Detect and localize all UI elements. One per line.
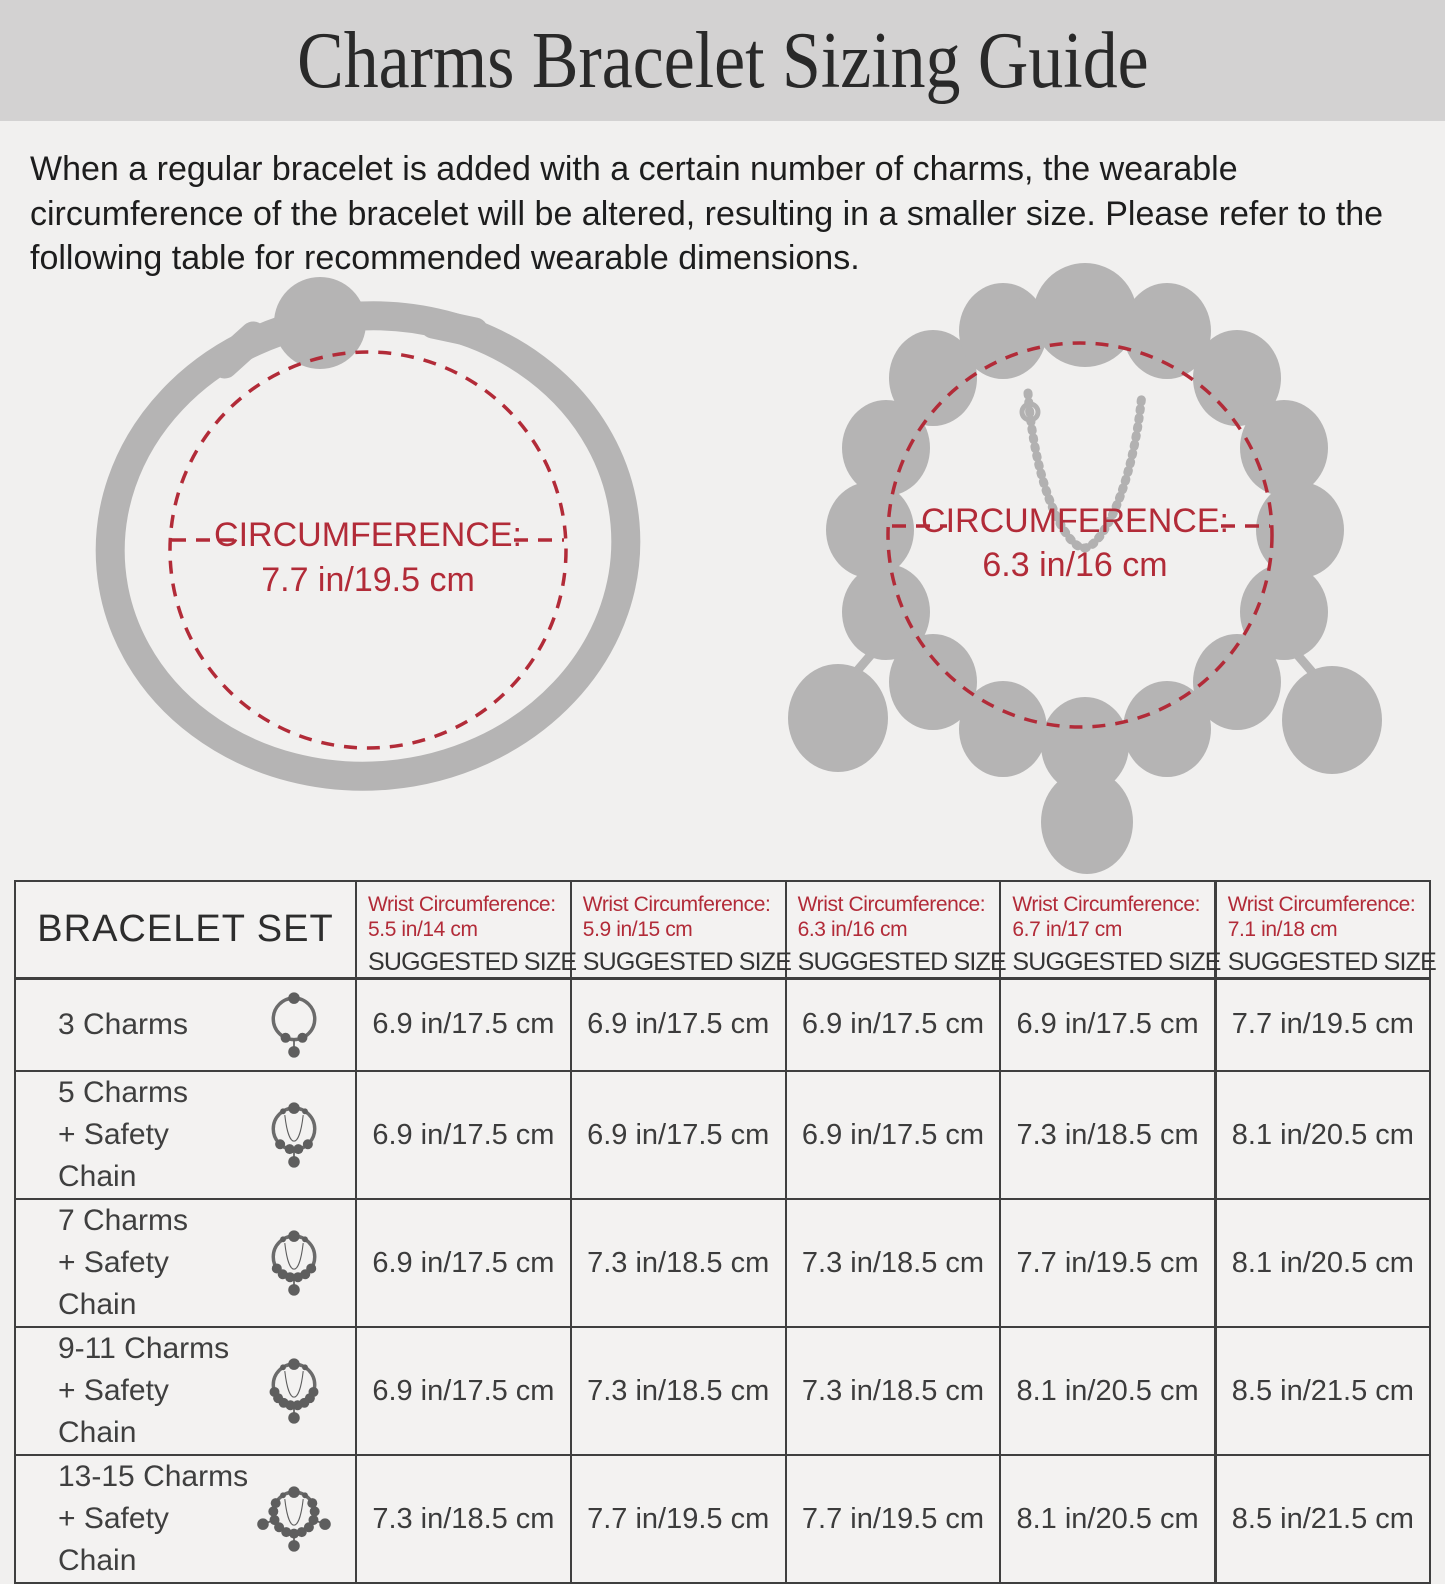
size-cell: 7.3 in/18.5 cm [571, 1199, 786, 1327]
size-cell: 8.1 in/20.5 cm [1215, 1071, 1430, 1199]
clasp-ball [274, 277, 366, 369]
bracelet-set-name: 7 Charms + Safety Chain [58, 1204, 189, 1322]
sizing-table [14, 880, 1436, 1584]
size-cell: 6.9 in/17.5 cm [571, 978, 786, 1071]
size-cell: 6.9 in/17.5 cm [356, 1327, 571, 1455]
size-cell: 6.9 in/17.5 cm [786, 1071, 1001, 1199]
size-cell: 8.5 in/21.5 cm [1215, 1327, 1430, 1455]
table-row-5-charms [15, 1071, 1430, 1199]
wrist-circumference-value: 5.5 in/14 cm [368, 917, 478, 941]
bracelet-set-name: 13-15 Charms + Safety Chain [58, 1460, 249, 1578]
size-cell: 8.1 in/20.5 cm [1215, 1199, 1430, 1327]
size-cell: 8.1 in/20.5 cm [1000, 1327, 1215, 1455]
bracelet-set-icon [253, 982, 335, 1068]
bracelet-set-name: 5 Charms + Safety Chain [58, 1076, 189, 1194]
size-cell: 6.9 in/17.5 cm [1000, 978, 1215, 1071]
size-cell: 8.5 in/21.5 cm [1215, 1455, 1430, 1583]
column-header-wrist-6-7 [1000, 881, 1221, 978]
size-cell: 7.7 in/19.5 cm [571, 1455, 786, 1583]
suggested-size-label: SUGGESTED SIZE [797, 947, 1006, 976]
size-cell: 7.3 in/18.5 cm [786, 1199, 1001, 1327]
size-cell: 8.1 in/20.5 cm [1000, 1455, 1215, 1583]
wrist-circumference-label: Wrist Circumference: [368, 893, 556, 916]
table-row-3-charms [15, 978, 1430, 1071]
bracelet-illustrations [0, 280, 1445, 878]
bracelet-set-icon [253, 1476, 335, 1562]
intro-paragraph: When a regular bracelet is added with a certain number of charms, the wearable circumference of the bracelet will be altered, resulting in a smaller size. Please refer to the following table for recommended wearable dimensions. [30, 150, 1384, 278]
wrist-circumference-value: 5.9 in/15 cm [582, 917, 693, 941]
suggested-size-label: SUGGESTED SIZE [1012, 947, 1221, 976]
bracelet-set-icon [253, 1092, 335, 1178]
size-cell: 6.9 in/17.5 cm [786, 978, 1001, 1071]
size-cell: 6.9 in/17.5 cm [356, 1199, 571, 1327]
bracelet-set-cell [15, 978, 356, 1071]
table-row-9-11-charms [15, 1327, 1430, 1455]
bracelet-set-icon [253, 1348, 335, 1434]
size-cell: 6.9 in/17.5 cm [571, 1071, 786, 1199]
size-cell: 7.3 in/18.5 cm [356, 1455, 571, 1583]
header-row [15, 881, 1430, 978]
bracelet-set-icon [253, 1220, 335, 1306]
circumference-value: 6.3 in/16 cm [982, 546, 1168, 584]
bracelet-set-cell [15, 1455, 356, 1583]
size-cell: 7.7 in/19.5 cm [786, 1455, 1001, 1583]
clasp-ball [1033, 263, 1137, 367]
circumference-value: 7.7 in/19.5 cm [261, 561, 475, 599]
wrist-circumference-label: Wrist Circumference: [582, 893, 771, 916]
wrist-circumference-value: 7.1 in/18 cm [1227, 917, 1338, 941]
circumference-label: CIRCUMFERENCE: [214, 516, 522, 554]
size-cell: 7.3 in/18.5 cm [786, 1327, 1001, 1455]
size-cell: 7.3 in/18.5 cm [571, 1327, 786, 1455]
bracelet-set-cell [15, 1327, 356, 1455]
wrist-circumference-value: 6.7 in/17 cm [1012, 917, 1122, 941]
dangle-charms [788, 650, 1382, 874]
circumference-label: CIRCUMFERENCE: [921, 502, 1229, 540]
bracelet-set-cell [15, 1199, 356, 1327]
size-cell: 6.9 in/17.5 cm [356, 1071, 571, 1199]
wrist-circumference-label: Wrist Circumference: [1012, 893, 1201, 916]
bracelet-set-name: 3 Charms [58, 1007, 189, 1041]
column-header-wrist-6-3 [786, 881, 1006, 978]
charm-bracelet-illustration [735, 280, 1435, 875]
size-cell: 7.3 in/18.5 cm [1000, 1071, 1215, 1199]
wrist-circumference-label: Wrist Circumference: [1227, 893, 1416, 916]
table-row-13-15-charms [15, 1455, 1430, 1583]
table-row-7-charms [15, 1199, 1430, 1327]
suggested-size-label: SUGGESTED SIZE [582, 947, 792, 976]
bracelet-set-cell [15, 1071, 356, 1199]
plain-bracelet-illustration [48, 288, 688, 858]
bracelet-set-name: 9-11 Charms + Safety Chain [58, 1332, 230, 1450]
size-cell: 7.7 in/19.5 cm [1000, 1199, 1215, 1327]
page-title: Charms Bracelet Sizing Guide [296, 15, 1149, 105]
size-cell: 6.9 in/17.5 cm [356, 978, 571, 1071]
title-band [0, 0, 1445, 121]
wrist-circumference-value: 6.3 in/16 cm [797, 917, 908, 941]
column-header-wrist-5-9 [571, 881, 792, 978]
column-header-wrist-7-1 [1215, 881, 1436, 978]
bracelet-set-header: BRACELET SET [15, 881, 356, 978]
suggested-size-label: SUGGESTED SIZE [1227, 947, 1436, 976]
wrist-circumference-label: Wrist Circumference: [797, 893, 986, 916]
column-header-wrist-5-5 [356, 881, 577, 978]
size-cell: 7.7 in/19.5 cm [1215, 978, 1430, 1071]
suggested-size-label: SUGGESTED SIZE [368, 947, 577, 976]
